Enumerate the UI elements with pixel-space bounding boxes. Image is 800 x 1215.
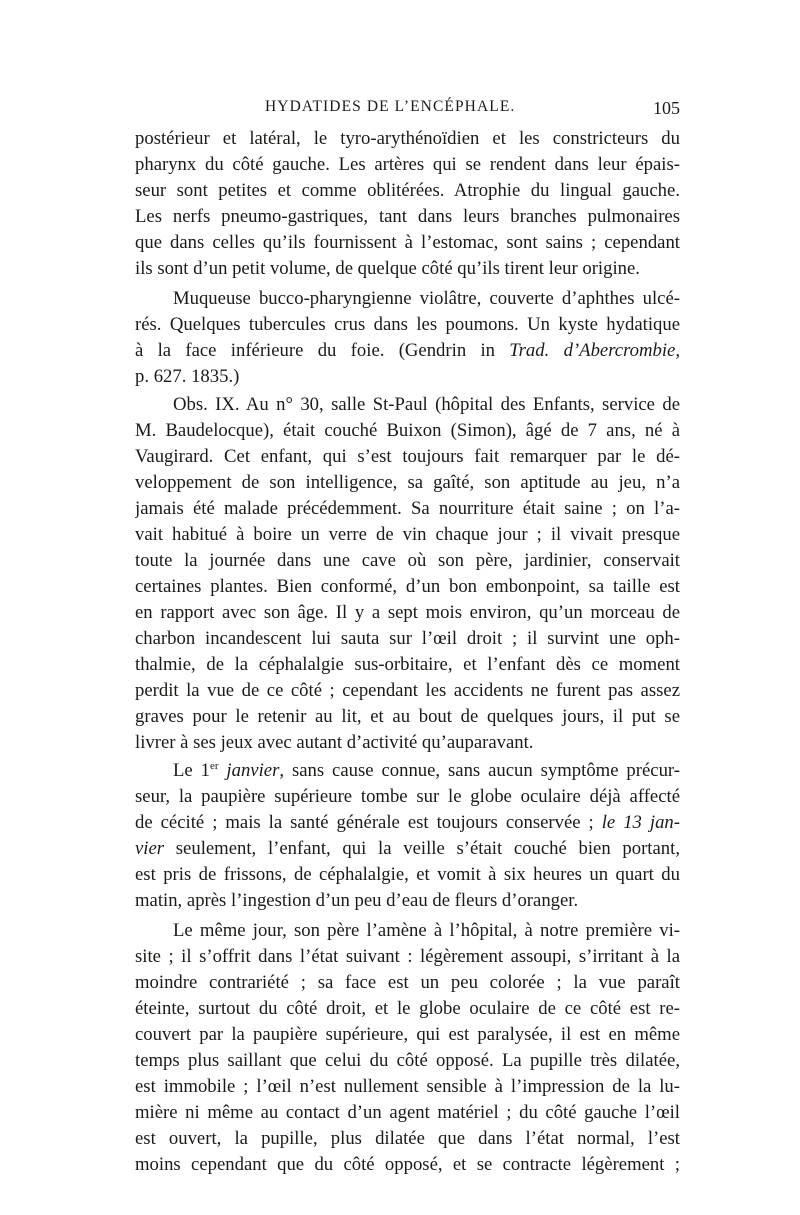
text-line: que dans celles qu’ils fournissent à l’estomac, sont sains ; cependant <box>135 232 680 253</box>
date-italic: janvier <box>218 760 280 781</box>
text-line: jamais été malade précédemment. Sa nourriture était saine ; on l’a- <box>135 498 680 519</box>
text-line <box>173 758 680 784</box>
text-line <box>135 810 680 836</box>
text-line: moindre contrariété ; sa face est un peu colorée ; la vue paraît <box>135 972 680 993</box>
observation-heading-line: Obs. IX. Au n° 30, salle St-Paul (hôpital des Enfants, service de <box>173 394 680 415</box>
date-italic: vier <box>135 838 165 859</box>
text-line: éteinte, surtout du côté droit, et le globe oculaire de ce côté est re- <box>135 998 680 1019</box>
text-line: est pris de frissons, de céphalalgie, et vomit à six heures un quart du <box>135 864 680 885</box>
text-line: site ; il s’offrit dans l’état suivant : légèrement assoupi, s’irritant à la <box>135 946 680 967</box>
text-line: ils sont d’un petit volume, de quelque côté qu’ils tirent leur origine. <box>135 258 640 279</box>
date-italic: le 13 jan- <box>601 812 680 833</box>
text-line: toute la journée dans une cave où son père, jardinier, conservait <box>135 550 680 571</box>
text-line: certaines plantes. Bien conformé, d’un bon embonpoint, sa taille est <box>135 576 680 597</box>
text-line: seur, la paupière supérieure tombe sur le globe oculaire déjà affecté <box>135 786 680 807</box>
text-line: moins cependant que du côté opposé, et se contracte légèrement ; <box>135 1154 680 1175</box>
ordinal-superscript: er <box>209 759 219 772</box>
text-line: matin, après l’ingestion d’un peu d’eau de fleurs d’oranger. <box>135 890 579 911</box>
text-fragment: seulement, l’enfant, qui la veille s’était couché bien portant, <box>164 838 680 859</box>
text-line <box>135 836 680 862</box>
text-fragment: à la face inférieure du foie. (Gendrin in <box>135 340 510 361</box>
text-line: vait habitué à boire un verre de vin chaque jour ; il vivait presque <box>135 524 680 545</box>
text-line: couvert par la paupière supérieure, qui est paralysée, il est en même <box>135 1024 680 1045</box>
citation-title: Trad. d’Abercrombie, <box>509 340 680 361</box>
text-line: Le même jour, son père l’amène à l’hôpital, à notre première vi- <box>173 920 680 941</box>
text-line: p. 627. 1835.) <box>135 366 240 387</box>
running-title: HYDATIDES DE L’ENCÉPHALE. <box>265 98 516 115</box>
page-header <box>135 98 680 122</box>
text-fragment: , sans cause connue, sans aucun symptôme précur- <box>279 760 680 781</box>
text-line: est immobile ; l’œil n’est nullement sensible à l’impression de la lu- <box>135 1076 680 1097</box>
text-line: livrer à ses jeux avec autant d’activité qu’auparavant. <box>135 732 534 753</box>
text-line: thalmie, de la céphalalgie sus-orbitaire, et l’enfant dès ce moment <box>135 654 680 675</box>
text-line: seur sont petites et comme oblitérées. Atrophie du lingual gauche. <box>135 180 680 201</box>
page-number: 105 <box>653 98 680 118</box>
text-line: rés. Quelques tubercules crus dans les poumons. Un kyste hydatique <box>135 314 680 335</box>
text-line: perdit la vue de ce côté ; cependant les accidents ne furent pas assez <box>135 680 680 701</box>
text-line: veloppement de son intelligence, sa gaîté, son aptitude au jeu, n’a <box>135 472 680 493</box>
text-line: Muqueuse bucco-pharyngienne violâtre, couverte d’aphthes ulcé- <box>173 288 680 309</box>
text-line <box>135 338 680 364</box>
text-line: M. Baudelocque), était couché Buixon (Simon), âgé de 7 ans, né à <box>135 420 680 441</box>
text-line: est ouvert, la pupille, plus dilatée que dans l’état normal, l’est <box>135 1128 680 1149</box>
text-fragment: Le 1 <box>173 760 210 781</box>
text-line: charbon incandescent lui sauta sur l’œil droit ; il survint une oph- <box>135 628 680 649</box>
text-line: Les nerfs pneumo-gastriques, tant dans leurs branches pulmonaires <box>135 206 680 227</box>
text-line: temps plus saillant que celui du côté opposé. La pupille très dilatée, <box>135 1050 680 1071</box>
text-fragment: de cécité ; mais la santé générale est toujours conservée ; <box>135 812 602 833</box>
text-line: mière ni même au contact d’un agent matériel ; du côté gauche l’œil <box>135 1102 680 1123</box>
text-line: pharynx du côté gauche. Les artères qui se rendent dans leur épais- <box>135 154 680 175</box>
text-line: graves pour le retenir au lit, et au bout de quelques jours, il put se <box>135 706 680 727</box>
text-line: Vaugirard. Cet enfant, qui s’est toujours fait remarquer par le dé- <box>135 446 680 467</box>
text-line: en rapport avec son âge. Il y a sept mois environ, qu’un morceau de <box>135 602 680 623</box>
text-line: postérieur et latéral, le tyro-arythénoïdien et les constricteurs du <box>135 128 680 149</box>
